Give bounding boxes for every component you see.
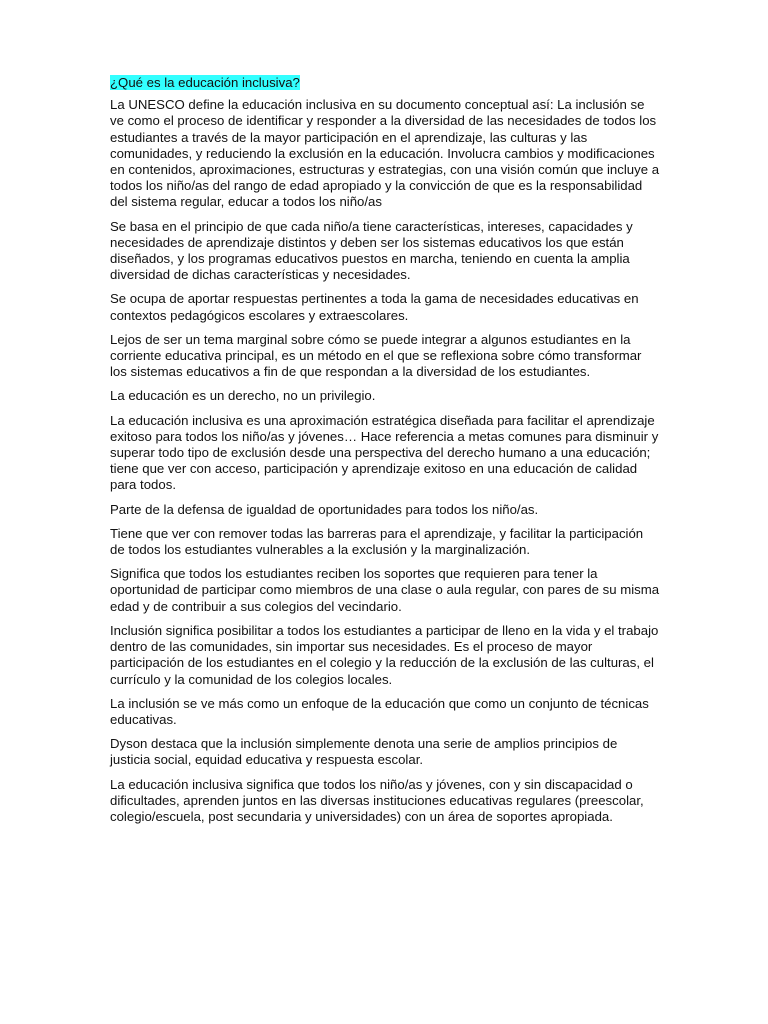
paragraph-right: La educación es un derecho, no un privilegio. <box>110 388 376 404</box>
paragraph-approach: La inclusión se ve más como un enfoque de la educación que como un conjunto de técnicas educativas. <box>110 695 649 727</box>
paragraph-strategic-approach: La educación inclusiva es una aproximación estratégica diseñada para facilitar el aprendizaje exitoso para todos los niño/as y jóvenes… Hace referencia a metas comunes para disminuir y superar todo tipo de exclusión desde una perspectiva del derecho humano a una educación; tiene que ver con acceso, participación y aprendizaje exitoso en una educación de calidad para todos. <box>110 412 659 493</box>
paragraph-supports: Significa que todos los estudiantes reciben los soportes que requieren para tener la oportunidad de participar como miembros de una clase o aula regular, con pares de su misma edad y de contribuir a sus colegios del vecindario. <box>110 566 660 614</box>
paragraph-responses: Se ocupa de aportar respuestas pertinentes a toda la gama de necesidades educativas en contextos pedagógicos escolares y extraescolares. <box>110 291 639 323</box>
paragraph-unesco-definition: La UNESCO define la educación inclusiva en su documento conceptual así: La inclusión se ve como el proceso de identificar y responder a la diversidad de las necesidades de todos los estudiantes a través de la mayor participación en el aprendizaje, las culturas y las comunidades, y reduciendo la exclusión en la educación. Involucra cambios y modificaciones en contenidos, aproximaciones, estructuras y estrategias, con una visión común que incluye a todos los niño/as del rango de edad apropiado y la convicción de que es la responsabilidad del sistema regular, educar a todos los niño/as <box>110 97 660 210</box>
document-title: ¿Qué es la educación inclusiva? <box>110 75 300 90</box>
paragraph-not-marginal: Lejos de ser un tema marginal sobre cómo se puede integrar a algunos estudiantes en la corriente educativa principal, es un método en el que se reflexiona sobre cómo transformar los sistemas educativos a fin de que respondan a la diversidad de los estudiantes. <box>110 331 642 380</box>
paragraph-barriers: Tiene que ver con remover todas las barreras para el aprendizaje, y facilitar la participación de todos los estudiantes vulnerables a la exclusión y la marginalización. <box>110 525 644 558</box>
paragraph-dyson: Dyson destaca que la inclusión simplemente denota una serie de amplios principios de justicia social, equidad educativa y respuesta escolar. <box>110 736 618 768</box>
paragraph-all-learn-together: La educación inclusiva significa que todos los niño/as y jóvenes, con y sin discapacidad o dificultades, aprenden juntos en las diversas instituciones educativas regulares (preescolar, colegio/escuela, post secundaria y universidades) con un área de soportes apropiada. <box>110 776 644 824</box>
paragraph-inclusion-meaning: Inclusión significa posibilitar a todos los estudiantes a participar de lleno en la vida y el trabajo dentro de las comunidades, sin importar sus necesidades. Es el proceso de mayor participación de los estudiantes en el colegio y la reducción de la exclusión de las culturas, el currículo y la comunidad de los colegios locales. <box>110 622 659 687</box>
paragraph-principle: Se basa en el principio de que cada niño/a tiene características, intereses, capacidades y necesidades de aprendizaje distintos y deben ser los sistemas educativos los que están diseñados, y los programas educativos puestos en marcha, teniendo en cuenta la amplia diversidad de dichas características y necesidades. <box>110 218 633 283</box>
title-line <box>110 75 660 91</box>
document-page <box>110 75 660 833</box>
paragraph-equality: Parte de la defensa de igualdad de oportunidades para todos los niño/as. <box>110 501 539 517</box>
